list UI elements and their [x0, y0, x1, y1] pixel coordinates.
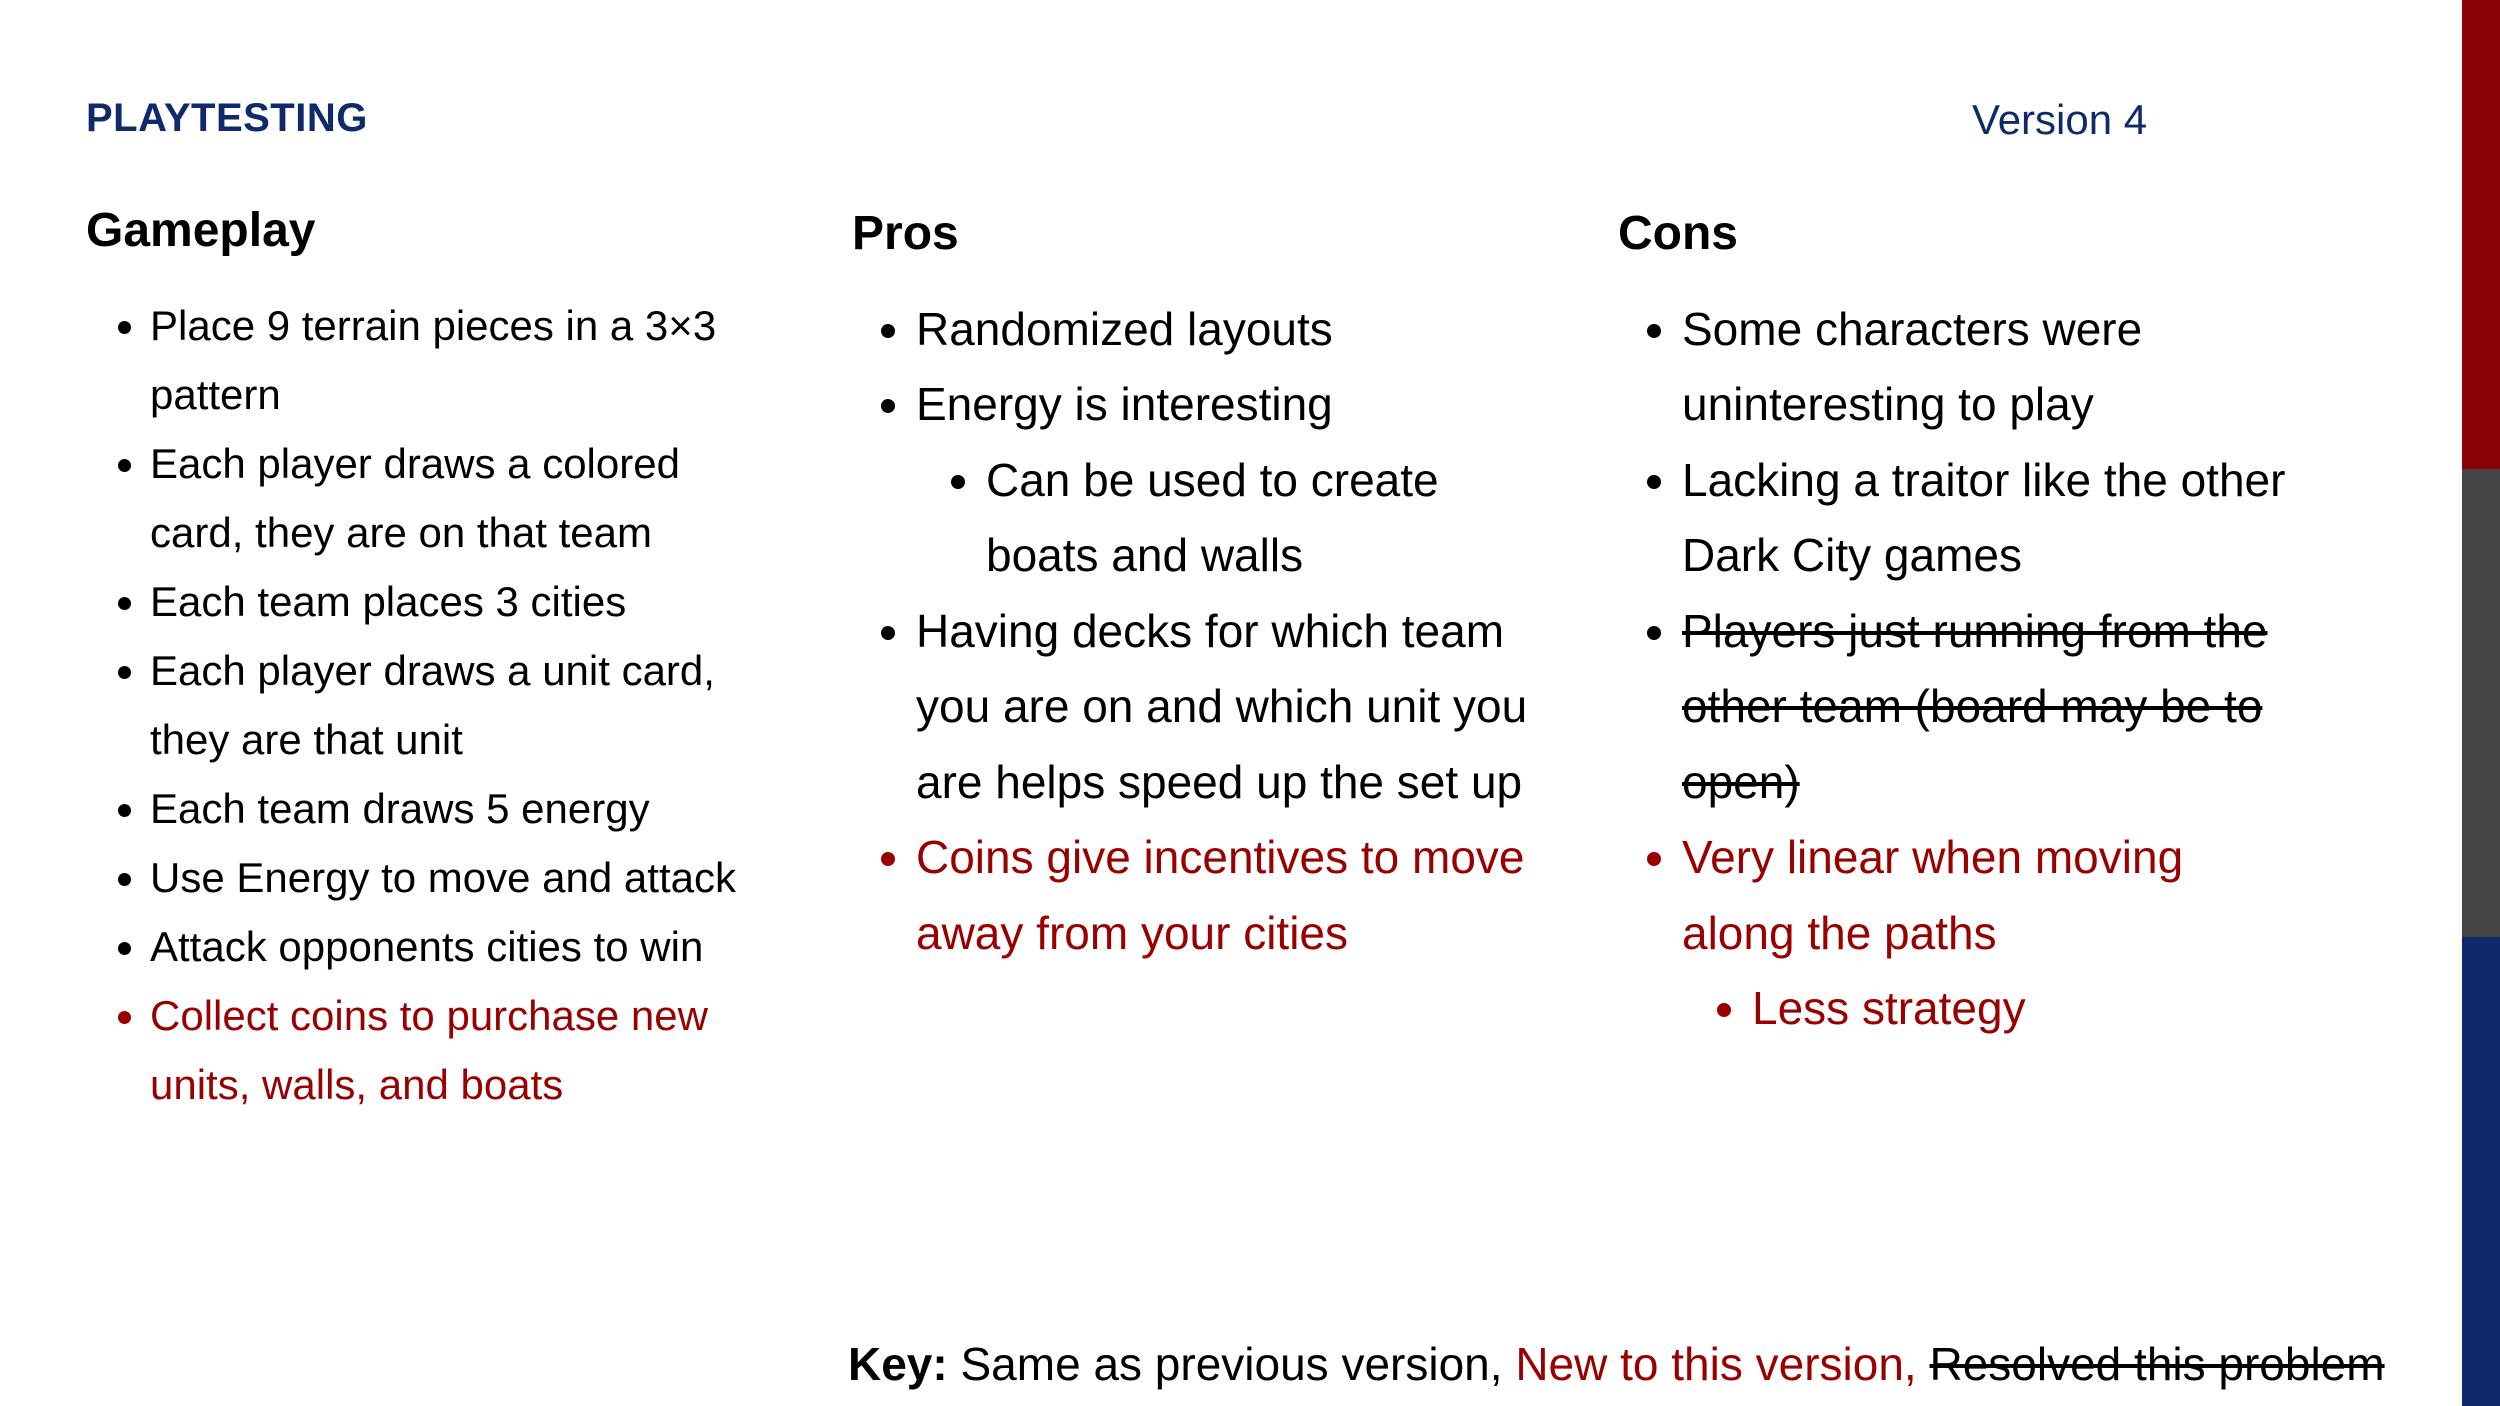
- list-item-new: • Coins give incentives to move away from your cities: [916, 820, 1562, 971]
- list-item: • Attack opponents cities to win: [150, 912, 776, 981]
- sub-list-item: • Can be used to create boats and walls: [986, 443, 1562, 594]
- list-item: • Each player draws a colored card, they are on that team: [150, 429, 776, 567]
- cons-sublist: [1682, 971, 2308, 1047]
- key-label: Key:: [848, 1338, 948, 1390]
- list-item: • Having decks for which team you are on and which unit you are helps speed up the set up: [916, 594, 1562, 821]
- cons-column: [1618, 196, 2308, 1047]
- cons-heading: Cons: [1618, 207, 1738, 260]
- side-bar-blue: [2462, 937, 2500, 1406]
- pros-sublist: [916, 443, 1562, 594]
- key-new: New to this version,: [1515, 1338, 1917, 1390]
- key-resolved: Resolved this problem: [1929, 1338, 2385, 1390]
- list-item: • Randomized layouts: [916, 292, 1562, 368]
- cons-list: [1618, 292, 2308, 1047]
- pros-heading: Pros: [852, 207, 959, 260]
- list-item: • Lacking a traitor like the other Dark City games: [1682, 443, 2308, 594]
- sub-list-item-new: • Less strategy: [1752, 971, 2308, 1047]
- gameplay-column: [86, 196, 776, 1119]
- key-same: Same as previous version,: [960, 1338, 1503, 1390]
- list-item: • Some characters were uninteresting to play: [1682, 292, 2308, 443]
- list-item-text: Energy is interesting: [916, 378, 1333, 430]
- list-item-new: [1682, 820, 2308, 1047]
- list-item: • Each team draws 5 energy: [150, 774, 776, 843]
- pros-list: [852, 292, 1562, 972]
- gameplay-heading: Gameplay: [86, 204, 316, 257]
- list-item: • Each player draws a unit card, they are that unit: [150, 636, 776, 774]
- gameplay-list: [86, 291, 776, 1119]
- list-item: • Each team places 3 cities: [150, 567, 776, 636]
- legend-key: [848, 1337, 2385, 1391]
- decorative-side-bar: [2462, 0, 2500, 1406]
- list-item-text: Very linear when moving along the paths: [1682, 831, 2184, 959]
- side-bar-gray: [2462, 469, 2500, 938]
- resolved-text: Players just running from the other team (board may be to open): [1682, 604, 2268, 808]
- list-item: [916, 367, 1562, 594]
- side-bar-red: [2462, 0, 2500, 469]
- list-item: • Place 9 terrain pieces in a 3×3 pattern: [150, 291, 776, 429]
- list-item-resolved: [1682, 594, 2308, 821]
- list-item: • Use Energy to move and attack: [150, 843, 776, 912]
- list-item-new: • Collect coins to purchase new units, walls, and boats: [150, 981, 776, 1119]
- section-title: PLAYTESTING: [86, 96, 368, 140]
- version-label: Version 4: [1972, 96, 2148, 143]
- pros-column: [852, 196, 1562, 971]
